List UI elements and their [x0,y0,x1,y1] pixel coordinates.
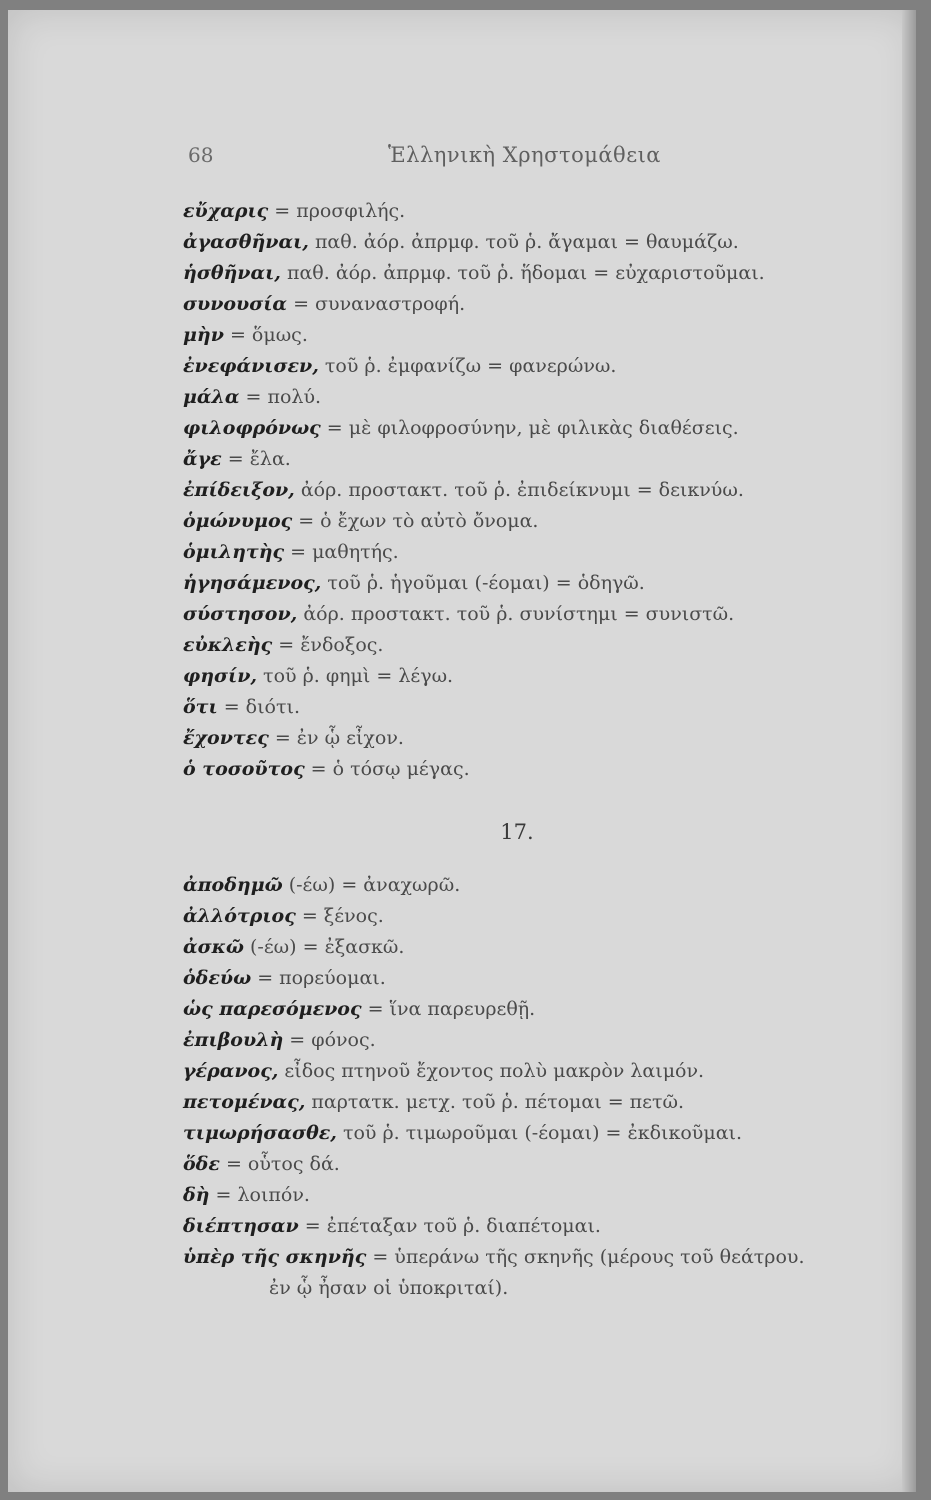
entry-gloss: τοῦ ῥ. τιμωροῦμαι (-έομαι) = ἐκδικοῦμαι. [336,1122,743,1144]
entry-gloss: παθ. ἀόρ. ἀπρμφ. τοῦ ῥ. ἄγαμαι = θαυμάζω. [308,231,739,253]
entry-gloss: εἶδος πτηνοῦ ἔχοντος πολὺ μακρὸν λαιμόν. [278,1060,705,1082]
glossary-entry [183,475,883,506]
glossary-entry [183,1180,883,1211]
entry-gloss: = ἐπέταξαν τοῦ ῥ. διαπέτομαι. [298,1215,601,1237]
running-title: Ἑλληνικὴ Χρηστομάθεια [388,143,661,167]
glossary-entry [183,754,883,785]
entry-gloss: = ἵνα παρευρεθῇ. [361,998,536,1020]
entry-lemma: διέπτησαν [183,1215,299,1237]
entry-lemma: φησίν, [183,665,258,687]
entry-gloss: = ξένος. [295,905,384,927]
entry-gloss: παρτατκ. μετχ. τοῦ ῥ. πέτομαι = πετῶ. [305,1091,685,1113]
entry-lemma: ὅτι [183,696,218,718]
entry-lemma: εὔχαρις [183,200,269,222]
entry-lemma: ὑπὲρ τῆς σκηνῆς [183,1246,367,1268]
page-header [8,143,916,179]
entry-lemma: ἀσκῶ [183,936,244,958]
glossary-entry [183,1242,883,1273]
entry-lemma: ἐπίδειξον, [183,479,295,501]
entry-gloss: = ἔνδοξος. [272,634,384,656]
book-page [8,10,916,1492]
entry-gloss: = διότι. [217,696,300,718]
entry-lemma: πετομένας, [183,1091,306,1113]
glossary-entry [183,444,883,475]
entry-lemma: μάλα [183,386,240,408]
entry-lemma: σύστησον, [183,603,298,625]
entry-gloss: = ἔλα. [221,448,291,470]
entry-lemma: ἡγησάμενος, [183,572,322,594]
entry-lemma: ἐνεφάνισεν, [183,355,319,377]
glossary-entry [183,506,883,537]
entry-gloss: τοῦ ῥ. ἐμφανίζω = φανερώνω. [318,355,617,377]
entry-lemma: εὐκλεὴς [183,634,273,656]
entry-lemma: ἐπιβουλὴ [183,1029,284,1051]
page-number: 68 [188,143,214,167]
glossary-entry [183,932,883,963]
entry-lemma: μὴν [183,324,224,346]
entry-continuation: ἐν ᾧ ἦσαν οἱ ὑποκριταί). [269,1277,509,1299]
glossary-entry [183,196,883,227]
entry-gloss: ἀόρ. προστακτ. τοῦ ῥ. ἐπιδείκνυμι = δεικνύω. [294,479,744,501]
glossary-entry [183,351,883,382]
glossary-entry [183,870,883,901]
entry-lemma: συνουσία [183,293,288,315]
entry-lemma: ὁ τοσοῦτος [183,758,305,780]
glossary-entry [183,1087,883,1118]
glossary-section-1 [183,196,883,785]
glossary-entry [183,258,883,289]
entry-lemma: ὁμώνυμος [183,510,293,532]
entry-lemma: φιλοφρόνως [183,417,321,439]
section-number: 17. [500,820,534,844]
entry-gloss: = ὑπεράνω τῆς σκηνῆς (μέρους τοῦ θεάτρου. [366,1246,805,1268]
glossary-entry [183,1211,883,1242]
entry-gloss: ἀόρ. προστακτ. τοῦ ῥ. συνίστημι = συνιστῶ. [297,603,735,625]
entry-lemma: ἡσθῆναι, [183,262,281,284]
entry-lemma: ἄγε [183,448,222,470]
entry-gloss: = ὁ τόσῳ μέγας. [304,758,470,780]
entry-lemma: γέρανος, [183,1060,279,1082]
glossary-entry [183,1118,883,1149]
entry-gloss: = μαθητής. [284,541,399,563]
entry-gloss: = ὁ ἔχων τὸ αὐτὸ ὄνομα. [292,510,539,532]
entry-gloss: = λοιπόν. [209,1184,310,1206]
entry-lemma: ἀποδημῶ [183,874,283,896]
entry-gloss: = οὗτος δά. [219,1153,340,1175]
entry-lemma: δὴ [183,1184,210,1206]
entry-lemma: ἀγασθῆναι, [183,231,309,253]
glossary-entry [183,630,883,661]
glossary-entry [183,227,883,258]
glossary-entry [183,692,883,723]
entry-gloss: τοῦ ῥ. φημὶ = λέγω. [257,665,454,687]
entry-lemma: ὡς παρεσόμενος [183,998,362,1020]
entry-gloss: = πολύ. [239,386,322,408]
entry-gloss: παθ. ἀόρ. ἀπρμφ. τοῦ ῥ. ἥδομαι = εὐχαριστοῦμαι. [280,262,765,284]
page-binding-edge [902,10,916,1492]
entry-lemma: ἔχοντες [183,727,269,749]
glossary-entry [183,289,883,320]
glossary-entry [183,901,883,932]
entry-gloss: = προσφιλής. [268,200,406,222]
entry-gloss: = συναναστροφή. [287,293,466,315]
glossary-entry [183,537,883,568]
entry-gloss: (-έω) = ἀναχωρῶ. [282,874,461,896]
glossary-entry [183,1056,883,1087]
entry-lemma: ὁδεύω [183,967,252,989]
glossary-entry [183,994,883,1025]
glossary-entry [183,1149,883,1180]
entry-lemma: τιμωρήσασθε, [183,1122,337,1144]
glossary-entry [183,963,883,994]
entry-gloss: (-έω) = ἐξασκῶ. [243,936,405,958]
glossary-entry [183,413,883,444]
glossary-entry [183,1025,883,1056]
entry-gloss: = μὲ φιλοφροσύνην, μὲ φιλικὰς διαθέσεις. [320,417,739,439]
entry-gloss: = πορεύομαι. [251,967,386,989]
entry-gloss: = ἐν ᾧ εἶχον. [268,727,404,749]
glossary-entry [183,568,883,599]
glossary-entry [183,723,883,754]
glossary-entry [183,320,883,351]
entry-lemma: ὅδε [183,1153,220,1175]
glossary-entry [183,599,883,630]
glossary-entry [183,661,883,692]
entry-lemma: ὁμιλητὴς [183,541,285,563]
entry-lemma: ἀλλότριος [183,905,296,927]
glossary-entry [183,382,883,413]
entry-gloss: = ὅμως. [223,324,308,346]
entry-gloss: τοῦ ῥ. ἡγοῦμαι (-έομαι) = ὁδηγῶ. [321,572,645,594]
entry-gloss: = φόνος. [283,1029,376,1051]
glossary-section-2 [183,870,883,1304]
